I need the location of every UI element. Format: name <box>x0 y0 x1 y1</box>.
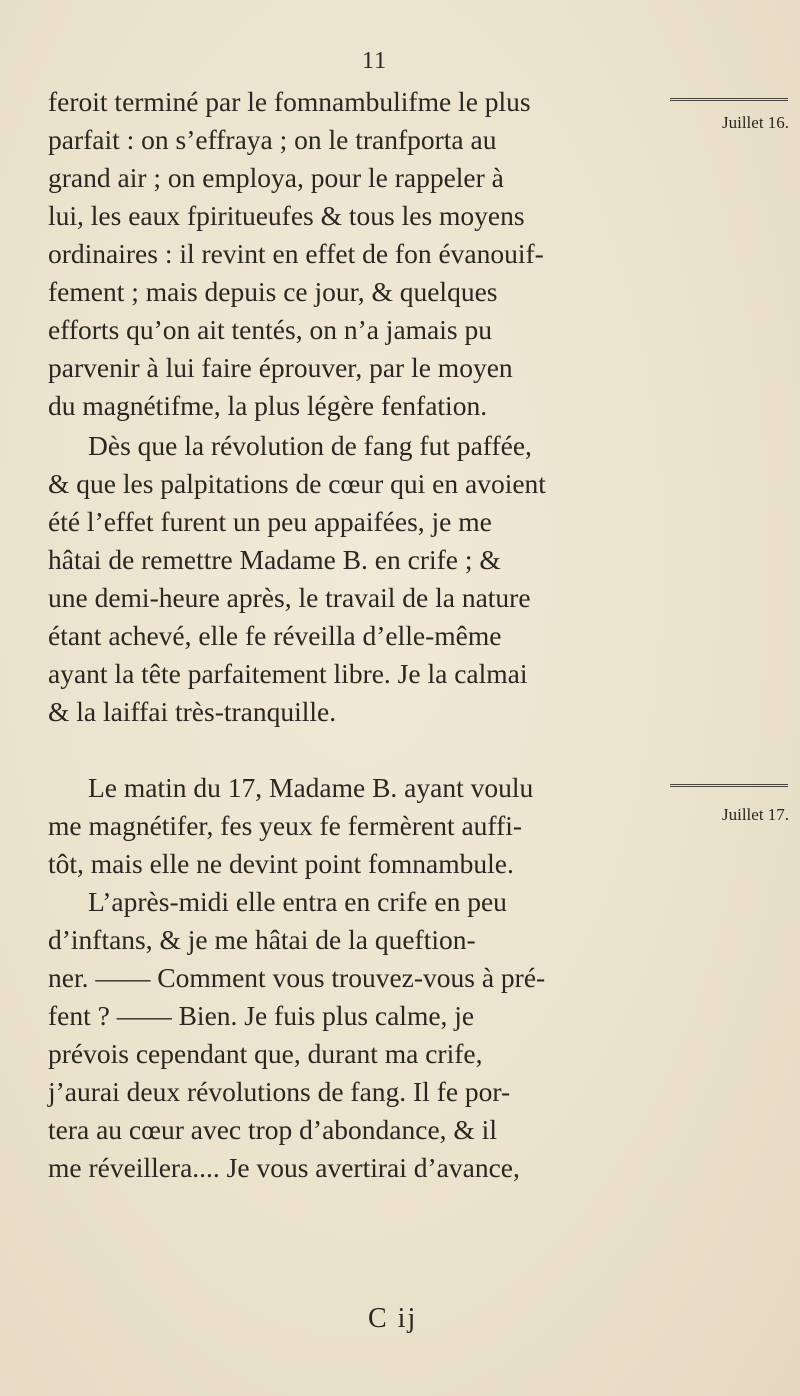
margin-rule <box>670 784 788 790</box>
text-line: tôt, mais elle ne devint point fomnambule. <box>48 848 514 879</box>
text-line: & que les palpitations de cœur qui en avoient <box>48 468 546 499</box>
text-line: Le matin du 17, Madame B. ayant voulu <box>88 772 534 803</box>
text-line: grand air ; on employa, pour le rappeler à <box>48 162 504 193</box>
text-line: une demi-heure après, le travail de la nature <box>48 582 531 613</box>
text-line: fement ; mais depuis ce jour, & quelques <box>48 276 498 307</box>
text-line: été l’effet furent un peu appaifées, je me <box>48 506 492 537</box>
text-line: & la laiffai très-tranquille. <box>48 696 337 727</box>
text-line: feroit terminé par le fomnambulifme le plus <box>48 86 531 117</box>
text-line: fent ? —— Bien. Je fuis plus calme, je <box>48 1000 475 1031</box>
text-line: du magnétifme, la plus légère fenfation. <box>48 390 488 421</box>
text-line: me magnétifer, fes yeux fe fermèrent auffi- <box>48 810 523 841</box>
margin-note-date: Juillet 16. <box>722 113 790 132</box>
text-line: me réveillera.... Je vous avertirai d’avance, <box>48 1152 520 1183</box>
text-line: parvenir à lui faire éprouver, par le moyen <box>48 352 513 383</box>
text-line: tera au cœur avec trop d’abondance, & il <box>48 1114 497 1145</box>
text-line: efforts qu’on ait tentés, on n’a jamais pu <box>48 314 492 345</box>
text-line: hâtai de remettre Madame B. en crife ; & <box>48 544 501 575</box>
text-line: prévois cependant que, durant ma crife, <box>48 1038 483 1069</box>
text-line: ayant la tête parfaitement libre. Je la calmai <box>48 658 528 689</box>
text-line: L’après-midi elle entra en crife en peu <box>88 886 507 917</box>
text-line: lui, les eaux fpiritueufes & tous les moyens <box>48 200 525 231</box>
margin-note-date: Juillet 17. <box>722 805 790 824</box>
signature-mark: C ij <box>368 1303 418 1334</box>
text-line: Dès que la révolution de fang fut paffée, <box>88 430 532 461</box>
margin-rule <box>670 98 788 104</box>
text-line: j’aurai deux révolutions de fang. Il fe por- <box>48 1076 511 1107</box>
text-line: étant achevé, elle fe réveilla d’elle-même <box>48 620 502 651</box>
text-line: ordinaires : il revint en effet de fon évanouif- <box>48 238 544 269</box>
text-line: ner. —— Comment vous trouvez-vous à pré- <box>48 962 546 993</box>
text-line: parfait : on s’effraya ; on le tranfporta au <box>48 124 497 155</box>
text-line: d’inftans, & je me hâtai de la queftion- <box>48 924 476 955</box>
page-number: 11 <box>362 48 388 74</box>
